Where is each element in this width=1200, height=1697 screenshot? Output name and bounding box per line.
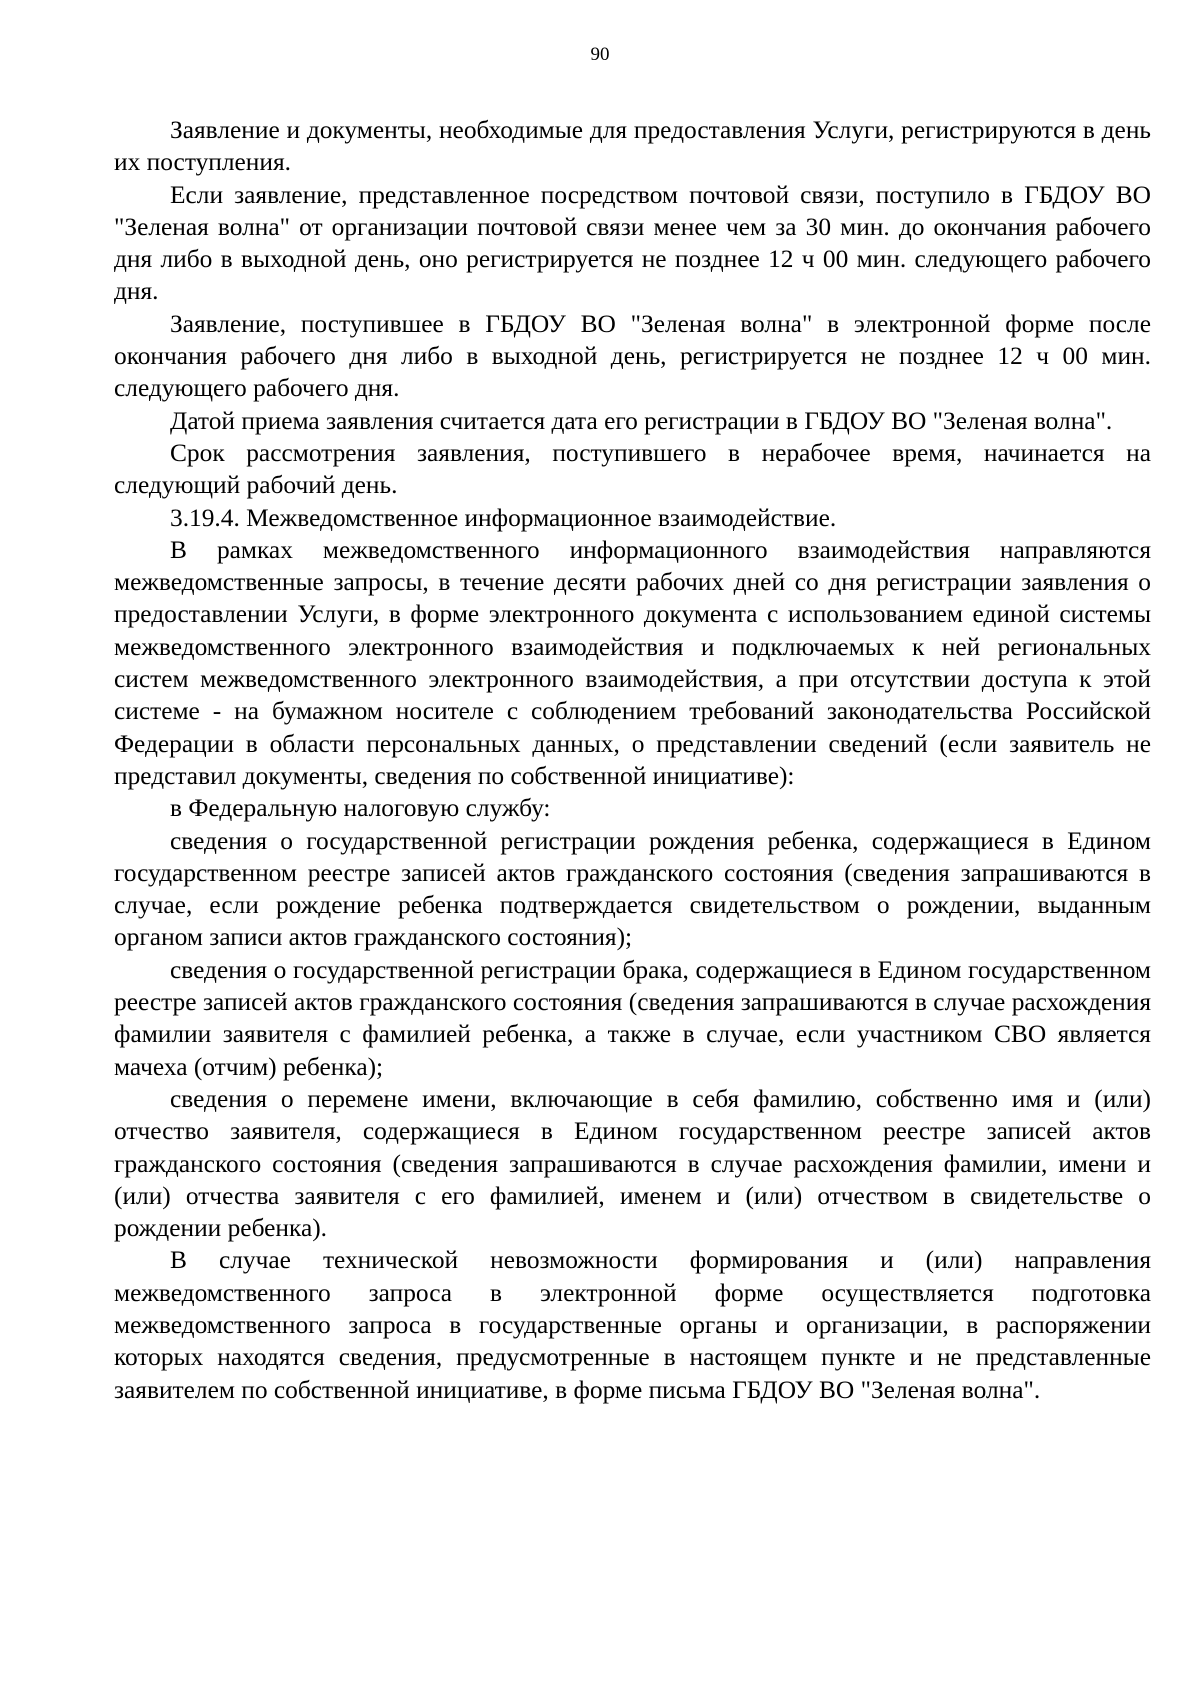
paragraph: Датой приема заявления считается дата его регистрации в ГБДОУ ВО "Зеленая волна". [170,406,1113,435]
paragraph: Срок рассмотрения заявления, поступившего в нерабочее время, начинается на следующий рабочий день. [114,438,1151,500]
paragraph: Заявление и документы, необходимые для предоставления Услуги, регистрируются в день их поступления. [114,116,1151,177]
paragraph: Заявление, поступившее в ГБДОУ ВО "Зеленая волна" в электронной форме после окончания рабочего дня либо в выходной день, регистрируется не позднее 12 ч 00 мин. следующего рабочего дня. [114,309,1151,403]
list-item: сведения о перемене имени, включающие в себя фамилию, собственно имя и (или) отчество заявителя, содержащиеся в Едином государственном реестре записей актов гражданского состояния (сведения запрашиваются в случае расхождения фамилии, имени и (или) отчества заявителя с его фамилией, именем и (или) отчеством в свидетельстве о рождении ребенка). [114,1084,1151,1243]
paragraph: В случае технической невозможности формирования и (или) направления межведомственного запроса в электронной форме осуществляется подготовка межведомственного запроса в государственные органы и организации, в распоряжении которых находятся сведения, предусмотренные в настоящем пункте и не представленные заявителем по собственной инициативе, в форме письма ГБДОУ ВО "Зеленая волна". [114,1246,1151,1404]
list-intro: в Федеральную налоговую службу: [170,794,551,823]
list-item: сведения о государственной регистрации брака, содержащиеся в Едином государственном реестре записей актов гражданского состояния (сведения запрашиваются в случае расхождения фамилии заявителя с фамилией ребенка, а также в случае, если участником СВО является мачеха (отчим) ребенка); [114,955,1151,1081]
page-number: 90 [590,44,610,65]
document-body [114,114,1151,1406]
paragraph: В рамках межведомственного информационного взаимодействия направляются межведомственные запросы, в течение десяти рабочих дней со дня регистрации заявления о предоставлении Услуги, в форме электронного документа с использованием единой системы межведомственного электронного взаимодействия и подключаемых к ней региональных систем межведомственного электронного взаимодействия, а при отсутствии доступа к этой системе - на бумажном носителе с соблюдением требований законодательства Российской Федерации в области персональных данных, о представлении сведений (если заявитель не представил документы, сведения по собственной инициативе): [114,535,1151,790]
paragraph: Если заявление, представленное посредством почтовой связи, поступило в ГБДОУ ВО "Зеленая волна" от организации почтовой связи менее чем за 30 мин. до окончания рабочего дня либо в выходной день, оно регистрируется не позднее 12 ч 00 мин. следующего рабочего дня. [114,180,1151,306]
section-heading: 3.19.4. Межведомственное информационное взаимодействие. [170,503,837,532]
list-item: сведения о государственной регистрации рождения ребенка, содержащиеся в Едином государственном реестре записей актов гражданского состояния (сведения запрашиваются в случае, если рождение ребенка подтверждается свидетельством о рождении, выданным органом записи актов гражданского состояния); [114,826,1151,952]
